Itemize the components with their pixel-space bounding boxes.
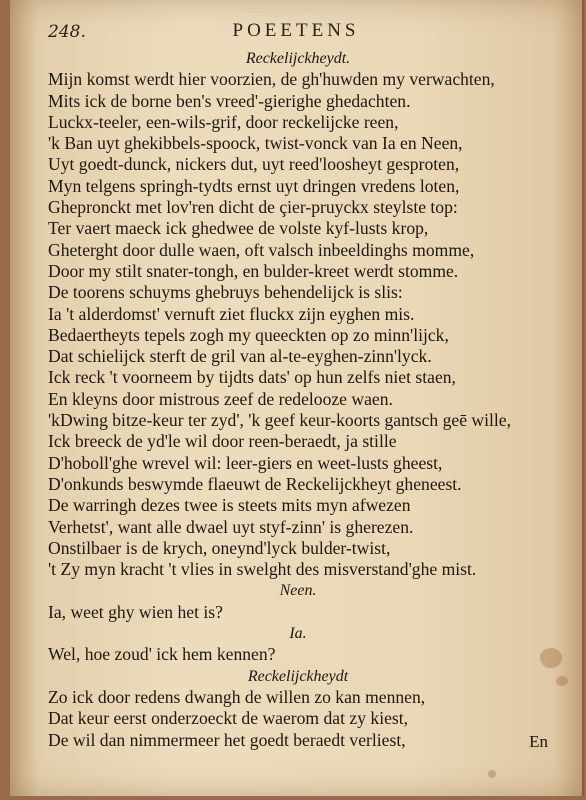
verse-line: Dat schielijck sterft de gril van al-te-eyghen-zinn'lyck.	[48, 346, 432, 367]
speaker-heading: Reckelijckheydt.	[245, 50, 351, 67]
catchword: En	[529, 732, 548, 751]
page-header	[10, 14, 582, 44]
speaker-heading: Neen.	[279, 582, 317, 600]
verse-line: D'hoboll'ghe wrevel wil: leer-giers en weet-lusts gheest,	[48, 452, 443, 473]
verse-line: De toorens schuyms ghebruys behendelijck is slis:	[48, 282, 403, 303]
verse-line: 't Zy myn kracht 't vlies in swelght des misverstand'ghe mist.	[48, 559, 477, 580]
verse-line: Gheterght door dulle waen, oft valsch inbeeldinghs momme,	[48, 239, 475, 260]
verse-line: Mits ick de borne ben's vreed'-gierighe ghedachten.	[48, 90, 411, 111]
verse-line: Ter vaert maeck ick ghedwee de volste kyf-lusts krop,	[48, 218, 429, 239]
verse-line: Door my stilt snater-tongh, en bulder-kreet werdt stomme.	[48, 260, 459, 281]
verse-line: Ia, weet ghy wien het is?	[48, 601, 223, 622]
verse-line: De warringh dezes twee is steets mits myn afwezen	[48, 495, 411, 516]
verse-line: Uyt goedt-dunck, nickers dut, uyt reed'loosheyt gesproten,	[48, 154, 460, 175]
running-head: POEETENS	[232, 20, 360, 41]
book-page	[10, 0, 584, 796]
verse-line: Wel, hoe zoud' ick hem kennen?	[48, 644, 276, 665]
verse-line: Ia 't alderdomst' vernuft ziet fluckx zijn eyghen mis.	[48, 303, 415, 324]
foxing-stain	[556, 676, 568, 686]
verse-line: En kleyns door mistrous zeef de redelooze waen.	[48, 388, 393, 409]
verse-line: Onstilbaer is de krych, oneynd'lyck bulder-twist,	[48, 537, 391, 558]
verse-line: Myn telgens springh-tydts ernst uyt dringen vredens loten,	[48, 175, 460, 196]
verse-line: Ick breeck de yd'le wil door reen-beraedt, ja stille	[48, 431, 397, 452]
page-number: 248.	[48, 22, 86, 42]
verse-line: Bedaertheyts tepels zogh my queeckten op zo minn'lijck,	[48, 324, 449, 345]
verse-line: D'onkunds beswymde flaeuwt de Reckelijckheyt gheneest.	[48, 473, 462, 494]
speaker-heading: Ia.	[289, 625, 307, 643]
foxing-stain	[488, 770, 496, 778]
verse-line: Zo ick door redens dwangh de willen zo kan mennen,	[48, 686, 426, 707]
verse-line: Verhetst', want alle dwael uyt styf-zinn' is gherezen.	[48, 516, 414, 537]
verse-line: 'k Ban uyt ghekibbels-spoock, twist-vonck van Ia en Neen,	[48, 133, 463, 154]
verse-line: De wil dan nimmermeer het goedt beraedt verliest,	[48, 729, 406, 750]
speaker-heading: Reckelijckheydt	[247, 667, 349, 685]
verse-line: Dat keur eerst onderzoeckt de waerom dat zy kiest,	[48, 708, 409, 729]
verse-line: Ghepronckt met lov'ren dicht de çier-pruyckx steylste top:	[48, 197, 458, 218]
verse-line: 'kDwing bitze-keur ter zyd', 'k geef keur-koorts gantsch geē wille,	[48, 410, 512, 431]
verse-line: Luckx-teeler, een-wils-grif, door reckelijcke reen,	[48, 111, 399, 132]
verse-text-block	[48, 48, 548, 751]
verse-line: Ick reck 't voorneem by tijdts dats' op hun zelfs niet staen,	[48, 367, 456, 388]
verse-line: Mijn komst werdt hier voorzien, de gh'huwden my verwachten,	[48, 69, 495, 90]
